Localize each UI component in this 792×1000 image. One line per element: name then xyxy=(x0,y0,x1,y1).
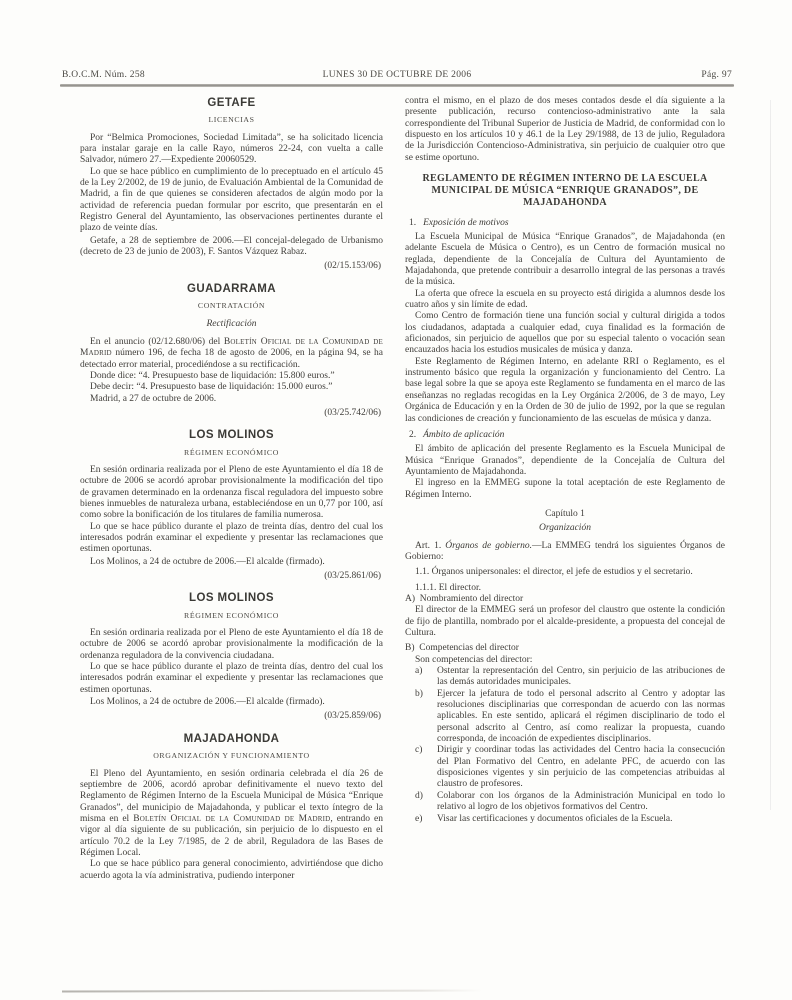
section-title-los-molinos-1: LOS MOLINOS xyxy=(189,429,274,442)
donde-dice-line: Donde dice: “4. Presupuesto base de liquidación: 15.800 euros.” xyxy=(90,370,335,381)
list-item-text: Dirigir y coordinar todas las actividades del Centro hacia la consecución del Plan Formativo del Centro, en adelante PFC, de acuerdo con las disposiciones vigentes y sin perjuicio de las competencias atribuidas al claustro de profesores. xyxy=(437,745,725,790)
scan-artifact-bottom-line xyxy=(62,989,482,992)
list-item-label: b) xyxy=(415,688,423,699)
header-date: LUNES 30 DE OCTUBRE DE 2006 xyxy=(322,70,472,80)
section-heading-text: Exposición de motivos xyxy=(423,217,509,228)
content-columns xyxy=(80,96,725,882)
section-heading-text: Ámbito de aplicación xyxy=(423,429,505,440)
rectificacion-heading: Rectificación xyxy=(206,318,257,329)
section-subtitle-regimen-economico-2: RÉGIMEN ECONÓMICO xyxy=(184,610,279,620)
section-subtitle-regimen-economico-1: RÉGIMEN ECONÓMICO xyxy=(184,447,279,457)
list-item-label: c) xyxy=(415,745,423,756)
date-line: Madrid, a 27 de octubre de 2006. xyxy=(90,393,217,404)
section-number: 1. xyxy=(409,217,417,228)
section-title-getafe: GETAFE xyxy=(207,97,256,109)
paragraph: Como Centro de formación tiene una función social y cultural dirigida a todos los ciudadanos, adaptada a cualquier edad, cuya finalidad es la formación de aficionados, sin perjuicio de aquellos que por su especial talento o vocación sean encauzados hacia los estudios musicales de música y danza. xyxy=(405,311,725,356)
chapter-subheading: Organización xyxy=(539,523,591,534)
section-subtitle-contratacion: CONTRATACIÓN xyxy=(197,301,266,311)
reference-code: (02/15.153/06) xyxy=(324,261,381,272)
text-run: En el anuncio (02/12.680/06) del xyxy=(90,336,224,347)
reference-code: (03/25.861/06) xyxy=(324,571,381,582)
list-item xyxy=(405,745,725,790)
list-item-text: Visar las certificaciones y documentos oficiales de la Escuela. xyxy=(437,813,673,824)
section-title-majadahonda: MAJADAHONDA xyxy=(183,732,280,745)
reference-code: (03/25.742/06) xyxy=(324,407,381,418)
section-subtitle-licencias: LICENCIAS xyxy=(208,115,255,125)
list-item xyxy=(405,814,725,825)
numbered-paragraph-1-1: 1.1. Órganos unipersonales: el director, el jefe de estudios y el secretario. xyxy=(415,567,693,578)
text-run: número 196, de fecha 18 de agosto de 2006, en la página 94, se ha detectado error material, procediéndose a su rectificación. xyxy=(80,348,383,370)
reference-code: (03/25.859/06) xyxy=(324,711,381,722)
heading-b xyxy=(405,643,725,654)
section-title-los-molinos-2: LOS MOLINOS xyxy=(189,592,274,605)
section-number: 2. xyxy=(409,429,417,440)
gazette-name-smallcaps: Boletín Oficial de la Comunidad de Madrid xyxy=(80,336,383,359)
paragraph: Lo que se hace público en cumplimiento de lo preceptuado en el artículo 45 de la Ley 2/2002, de 19 de junio, de Evaluación Ambiental de la Comunidad de Madrid, a fin de que quienes se consideren afectados de algún modo por la actividad de referencia puedan formular por escrito, que presentarán en el Registro General del Ayuntamiento, las observaciones pertinentes durante el plazo de veinte días. xyxy=(80,166,383,234)
paragraph: Este Reglamento de Régimen Interno, en adelante RRI o Reglamento, es el instrumento básico que regula la organización y funcionamiento del Centro. La base legal sobre la que se apoya este Reglamento se fundamenta en el marco de las enseñanzas no regladas recogidas en la Ley Orgánica 2/2006, de 3 de mayo, Ley Orgánica de Educación y en la Orden de 30 de julio de 1992, por la que se regulan las condiciones de creación y funcionamiento de las escuelas de música y danza. xyxy=(405,356,725,424)
reglamento-title: REGLAMENTO DE RÉGIMEN INTERNO DE LA ESCUELA MUNICIPAL DE MÚSICA “ENRIQUE GRANADOS”, DE MAJADAHONDA xyxy=(422,173,708,209)
paragraph: En sesión ordinaria realizada por el Pleno de este Ayuntamiento el día 18 de octubre de 2006 se acordó aprobar provisionalmente la modificación de la ordenanza reguladora de la convivencia ciudadana. xyxy=(80,628,383,661)
paragraph: El ámbito de aplicación del presente Reglamento es la Escuela Municipal de Música “Enrique Granados”, dependiente de la Concejalía de Cultura del Ayuntamiento de Majadahonda. xyxy=(405,444,725,477)
signature-paragraph: Getafe, a 28 de septiembre de 2006.—El concejal-delegado de Urbanismo (decreto de 23 de junio de 2003), F. Santos Vázquez Rabaz. xyxy=(80,235,383,258)
header-page-number: Pág. 97 xyxy=(701,70,732,80)
paragraph xyxy=(80,769,383,860)
chapter-heading: Capítulo 1 xyxy=(545,508,585,519)
header-issue-number: B.O.C.M. Núm. 258 xyxy=(62,70,145,80)
heading-a xyxy=(405,594,725,605)
heading-text: Competencias del director xyxy=(419,643,519,654)
section-heading-1 xyxy=(405,218,725,229)
list-item xyxy=(405,666,725,689)
text-run: —La EMMEG tendrá los siguientes Órganos de Gobierno: xyxy=(405,540,726,562)
signature-paragraph: Los Molinos, a 24 de octubre de 2006.—El alcalde (firmado). xyxy=(90,697,325,708)
signature-paragraph: Los Molinos, a 24 de octubre de 2006.—El alcalde (firmado). xyxy=(90,556,325,567)
list-item-label: e) xyxy=(415,813,423,824)
right-column xyxy=(405,96,725,882)
paragraph: La Escuela Municipal de Música “Enrique Granados”, de Majadahonda (en adelante Escuela de Música o Centro), es un Centro de formación musical no reglada, dependiente de la Concejalía de Cultura del Ayuntamiento de Majadahonda, que pretende contribuir a desarrollo integral de las personas a través de la música. xyxy=(405,232,725,288)
paragraph: En sesión ordinaria realizada por el Pleno de este Ayuntamiento el día 18 de octubre de 2006 se acordó aprobar provisionalmente la modificación del tipo de gravamen determinado en la ordenanza fiscal reguladora del impuesto sobre bienes inmuebles de naturaleza urbana, estableciéndose en un 0,77 por 100, así como sobre la bonificación de los titulares de familia numerosa. xyxy=(80,464,383,521)
heading-letter: A) xyxy=(405,593,416,604)
list-item-text: Ejercer la jefatura de todo el personal adscrito al Centro y adoptar las resoluciones disciplinarias que correspondan de acuerdo con las normas aplicables. En este sentido, aplicará el régimen disciplinario de todo el personal adscrito al Centro, así como realizar la propuesta, cuando corresponda, de incoación de expedientes disciplinarios. xyxy=(437,688,725,745)
list-intro: Son competencias del director: xyxy=(415,654,533,665)
section-title-guadarrama: GUADARRAMA xyxy=(187,282,276,295)
paragraph: El director de la EMMEG será un profesor del claustro que ostente la condición de fijo de plantilla, nombrado por el alcalde-presidente, a propuesta del concejal de Cultura. xyxy=(405,605,725,639)
header-rule xyxy=(60,84,734,87)
paragraph: Lo que se hace público durante el plazo de treinta días, dentro del cual los interesados podrán examinar el expediente y presentar las reclamaciones que estimen oportunas. xyxy=(80,521,383,555)
paragraph: Lo que se hace público durante el plazo de treinta días, dentro del cual los interesados podrán examinar el expediente y presentar las reclamaciones que estimen oportunas. xyxy=(80,662,383,695)
list-item xyxy=(405,689,725,746)
continuation-paragraph: contra el mismo, en el plazo de dos meses contados desde el día siguiente a la presente publicación, recurso contencioso-administrativo ante la sala correspondiente del Tribunal Superior de Justicia de Madrid, de conformidad con lo dispuesto en los artículos 10 y 46.1 de la Ley 29/1988, de 13 de julio, Reguladora de la Jurisdicción Contencioso-Administrativa, sin perjuicio de cualquier otro que se estime oportuno. xyxy=(405,96,725,163)
left-column xyxy=(80,96,383,882)
paragraph: Lo que se hace público para general conocimiento, advirtiéndose que dicho acuerdo agota la vía administrativa, pudiendo interponer xyxy=(80,859,383,881)
section-heading-2 xyxy=(405,430,725,441)
numbered-paragraph-1-1-1: 1.1.1. El director. xyxy=(415,582,481,593)
paragraph: El ingreso en la EMMEG supone la total aceptación de este Reglamento de Régimen Interno. xyxy=(405,478,725,500)
list-item-text: Colaborar con los órganos de la Administración Municipal en todo lo relativo al logro de los objetivos formativos del Centro. xyxy=(437,790,725,813)
list-item-text: Ostentar la representación del Centro, sin perjuicio de las atribuciones de las demás autoridades municipales. xyxy=(437,666,725,688)
list-item-label: d) xyxy=(415,790,423,801)
paragraph xyxy=(80,337,383,371)
gazette-name-smallcaps: Boletín Oficial de la Comunidad de Madrid xyxy=(133,813,331,824)
article-1-paragraph xyxy=(405,541,725,564)
scan-artifact-vertical-line xyxy=(770,100,771,810)
list-item-label: a) xyxy=(415,666,423,677)
text-run: , entrando en vigor al día siguiente de su publicación, sin perjuicio de lo dispuesto en el artículo 70.2 de la Ley 7/1985, de 2 de abril, Reguladora de las Bases de Régimen Local. xyxy=(80,813,384,858)
paragraph: Por “Belmica Promociones, Sociedad Limitada”, se ha solicitado licencia para instalar garaje en la calle Rayo, números 22-24, con vuelta a calle Salvador, número 27.—Expediente 20060529. xyxy=(80,132,383,166)
list-item xyxy=(405,791,725,814)
article-title-italic: Órganos de gobierno. xyxy=(445,540,532,551)
article-label: Art. 1. xyxy=(415,540,442,551)
paragraph: La oferta que ofrece la escuela en su proyecto está dirigida a alumnos desde los cuatro años y sin límite de edad. xyxy=(405,288,725,311)
page-header xyxy=(62,70,732,80)
section-subtitle-organizacion: ORGANIZACIÓN Y FUNCIONAMIENTO xyxy=(153,751,310,761)
text-run: El Pleno del Ayuntamiento, en sesión ordinaria celebrada el día 26 de septiembre de 2006, acordó aprobar definitivamente el nuevo texto del Reglamento de Régimen Interno de la Escuela Municipal de Música “Enrique Granados”, del municipio de Majadahonda, y publicar el texto íntegro de la misma en el xyxy=(80,768,383,824)
heading-text: Nombramiento del director xyxy=(419,593,524,604)
debe-decir-line: Debe decir: “4. Presupuesto base de liquidación: 15.000 euros.” xyxy=(90,382,333,393)
heading-letter: B) xyxy=(405,643,415,654)
